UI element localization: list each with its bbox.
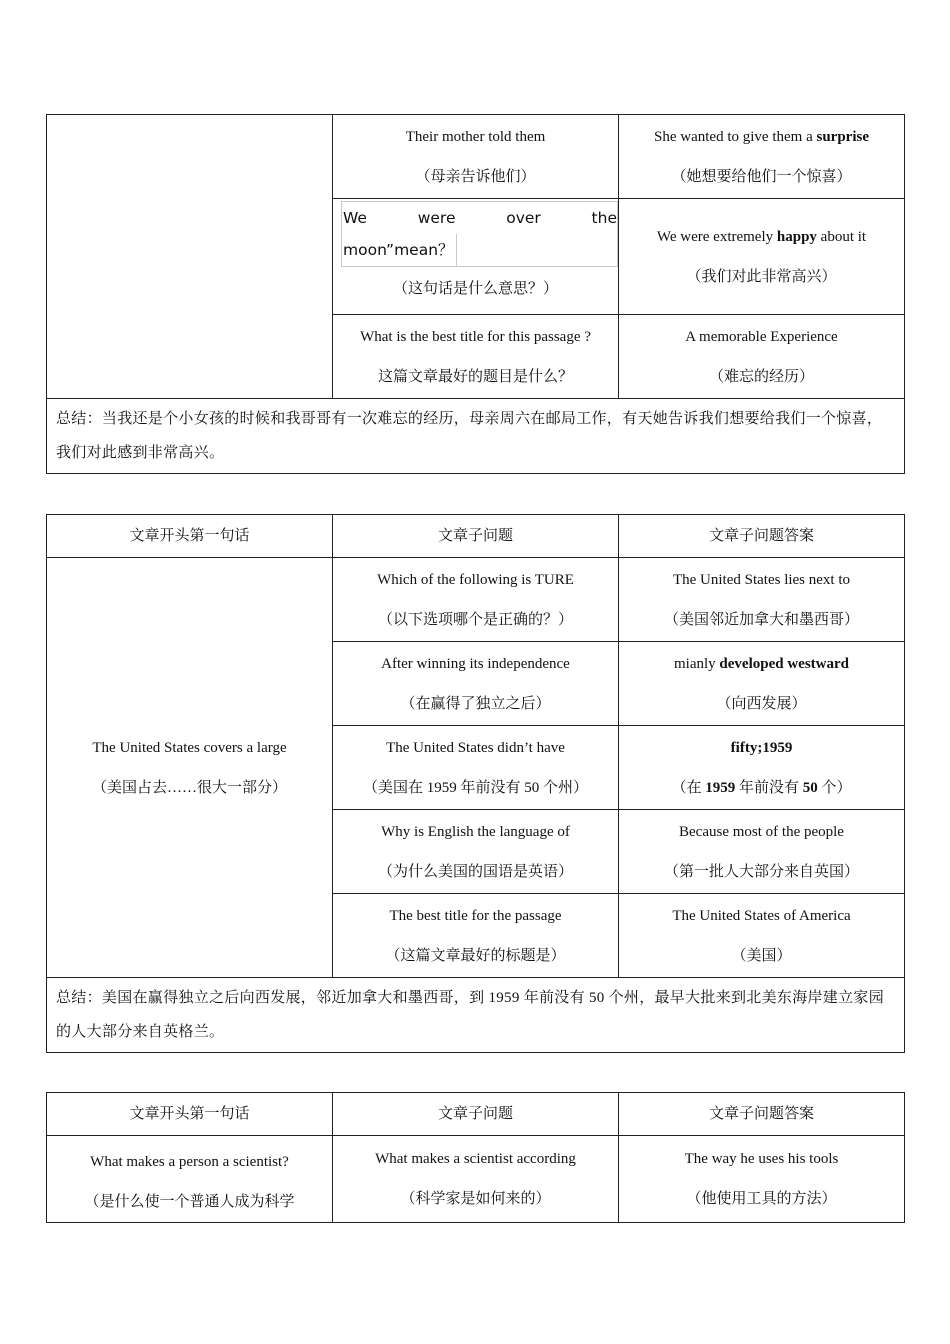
sub-question-text: What is the best title for this passage ? xyxy=(360,328,591,345)
sub-question-text: Their mother told them xyxy=(405,128,546,145)
answer-translation: （难忘的经历） xyxy=(708,368,814,385)
answer-cell xyxy=(619,894,905,978)
answer-cell xyxy=(619,642,905,726)
sub-question-cell xyxy=(333,810,619,894)
answer-translation-part: 年前没有 xyxy=(735,779,803,796)
sub-question-cell xyxy=(333,115,619,199)
header-first-sentence: 文章开头第一句话 xyxy=(47,515,333,558)
answer-translation: （向西发展） xyxy=(716,695,807,712)
header-answer: 文章子问题答案 xyxy=(619,515,905,558)
highlighted-question xyxy=(341,201,618,267)
sub-question-text: After winning its independence xyxy=(381,655,570,672)
sub-question-translation: （科学家是如何来的） xyxy=(400,1191,551,1207)
answer-text: The way he uses his tools xyxy=(684,1151,839,1167)
answer-translation: （她想要给他们一个惊喜） xyxy=(671,168,852,185)
answer-cell xyxy=(619,726,905,810)
answer-text-tail: about it xyxy=(816,228,867,245)
header-sub-question: 文章子问题 xyxy=(333,515,619,558)
answer-translation: （他使用工具的方法） xyxy=(686,1191,837,1207)
answer-translation-number: 50 xyxy=(802,779,818,796)
answer-translation-year: 1959 xyxy=(705,779,736,796)
answer-text: mianly xyxy=(674,655,720,672)
first-sentence-cell xyxy=(47,1136,333,1223)
sub-question-translation: （在赢得了独立之后） xyxy=(400,695,551,712)
first-sentence-translation: （是什么使一个普通人成为科学 xyxy=(84,1194,295,1210)
sub-question-text: The best title for the passage xyxy=(389,907,562,924)
answer-translation: （我们对此非常高兴） xyxy=(686,268,837,285)
sub-question-line-1: We were over the xyxy=(343,209,617,227)
answer-keyword: developed westward xyxy=(719,655,849,672)
answer-translation: （美国邻近加拿大和墨西哥） xyxy=(663,611,859,628)
sub-question-text: What makes a scientist according xyxy=(375,1151,576,1167)
answer-cell xyxy=(619,115,905,199)
summary-text: 总结：当我还是个小女孩的时候和我哥哥有一次难忘的经历，母亲周六在邮局工作，有天她告诉我们想要给我们一个惊喜，我们对此感到非常高兴。 xyxy=(47,399,905,474)
sub-question-translation: 这篇文章最好的题目是什么？ xyxy=(377,368,573,385)
sub-question-translation: （美国在 1959 年前没有 50 个州） xyxy=(362,779,588,796)
first-sentence-text: What makes a person a scientist? xyxy=(90,1154,289,1170)
header-sub-question: 文章子问题 xyxy=(333,1093,619,1136)
sub-question-translation: （为什么美国的国语是英语） xyxy=(377,863,573,880)
header-first-sentence: 文章开头第一句话 xyxy=(47,1093,333,1136)
answer-translation: （美国） xyxy=(731,947,792,964)
first-sentence-text: The United States covers a large xyxy=(92,739,287,756)
answer-text: She wanted to give them a xyxy=(654,128,817,145)
summary-table-1 xyxy=(46,114,905,474)
answer-keyword: fifty;1959 xyxy=(730,739,793,756)
first-sentence-cell xyxy=(47,558,333,978)
answer-cell xyxy=(619,199,905,315)
answer-translation-part: 个） xyxy=(817,779,852,796)
sub-question-text: Which of the following is TURE xyxy=(377,571,574,588)
sub-question-cell xyxy=(333,315,619,399)
sub-question-line-2: moon”mean？ xyxy=(343,234,457,266)
sub-question-cell xyxy=(333,199,619,315)
answer-cell xyxy=(619,315,905,399)
sub-question-cell xyxy=(333,894,619,978)
sub-question-cell xyxy=(333,642,619,726)
answer-translation: （第一批人大部分来自英国） xyxy=(663,863,859,880)
summary-text: 总结：美国在赢得独立之后向西发展，邻近加拿大和墨西哥，到 1959 年前没有 50 个州，最早大批来到北美东海岸建立家园的人大部分来自英格兰。 xyxy=(47,978,905,1053)
answer-text: We were extremely xyxy=(656,228,777,245)
summary-table-3 xyxy=(46,1092,905,1223)
first-sentence-translation: （美国占去……很大一部分） xyxy=(91,779,287,796)
answer-cell xyxy=(619,1136,905,1223)
summary-table-2 xyxy=(46,514,905,1053)
answer-text: The United States lies next to xyxy=(672,571,851,588)
answer-keyword: happy xyxy=(776,228,817,245)
sub-question-cell xyxy=(333,558,619,642)
sub-question-translation: （母亲告诉他们） xyxy=(415,168,536,185)
answer-cell xyxy=(619,810,905,894)
answer-keyword: surprise xyxy=(816,128,869,145)
sub-question-text: The United States didn’t have xyxy=(386,739,565,756)
sub-question-text: Why is English the language of xyxy=(381,823,570,840)
sub-question-cell xyxy=(333,1136,619,1223)
answer-cell xyxy=(619,558,905,642)
sub-question-translation: （以下选项哪个是正确的？） xyxy=(377,611,573,628)
answer-text: Because most of the people xyxy=(679,823,844,840)
sub-question-cell xyxy=(333,726,619,810)
sub-question-translation: （这句话是什么意思？） xyxy=(392,281,558,297)
answer-translation-part: （在 xyxy=(671,779,706,796)
sub-question-translation: （这篇文章最好的标题是） xyxy=(385,947,566,964)
header-answer: 文章子问题答案 xyxy=(619,1093,905,1136)
answer-text: The United States of America xyxy=(672,907,851,924)
first-sentence-cell xyxy=(47,115,333,399)
answer-text: A memorable Experience xyxy=(685,328,838,345)
